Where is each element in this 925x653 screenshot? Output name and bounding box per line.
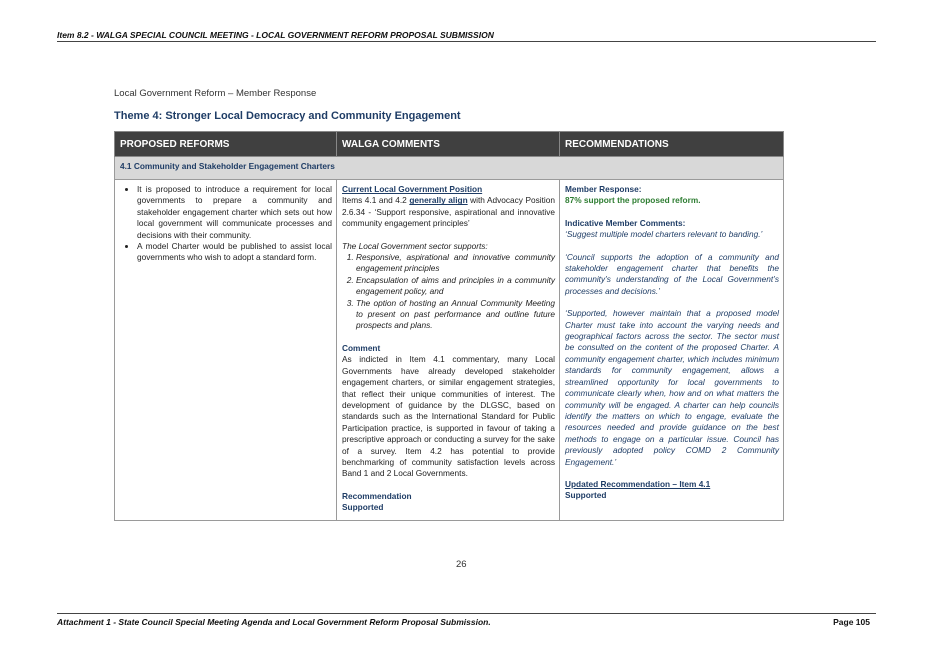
support-percentage: 87% support the proposed reform. <box>565 195 701 206</box>
position-text <box>342 195 555 229</box>
page-header: Item 8.2 - WALGA SPECIAL COUNCIL MEETING - LOCAL GOVERNMENT REFORM PROPOSAL SUBMISSION <box>57 30 494 40</box>
theme-heading: Theme 4: Stronger Local Democracy and Community Engagement <box>114 110 461 122</box>
section-title: 4.1 Community and Stakeholder Engagement Charters <box>115 157 784 180</box>
recommendations-cell <box>560 180 784 521</box>
column-header-walga: WALGA COMMENTS <box>337 132 560 157</box>
column-header-reforms: PROPOSED REFORMS <box>115 132 337 157</box>
recommendation-value: Supported <box>342 502 384 513</box>
member-comment: ‘Suggest multiple model charters relevant to banding.’ <box>565 229 763 240</box>
list-item: 2. Encapsulation of aims and principles in a community engagement policy, and <box>356 275 555 298</box>
recommendation-heading: Recommendation <box>342 490 412 501</box>
position-text-start: Items 4.1 and 4.2 <box>342 195 410 206</box>
document-page-number: 26 <box>456 559 467 570</box>
list-item: • A model Charter would be published to assist local governments who wish to adopt a standard form. <box>137 241 332 264</box>
member-comment: ‘Council supports the adoption of a community and stakeholder engagement charter that benefits the community’s understanding of the Local Government’s processes and decisions.’ <box>565 251 779 296</box>
column-header-recommendations: RECOMMENDATIONS <box>560 132 784 157</box>
list-item: • It is proposed to introduce a requirement for local governments to prepare a community and stakeholder engagement charter which sets out how local government will communicate processes and decisions with their community. <box>137 184 332 241</box>
updated-recommendation-heading: Updated Recommendation – Item 4.1 <box>565 478 711 489</box>
walga-cell <box>337 180 560 521</box>
reforms-list <box>120 184 332 264</box>
supports-intro: The Local Government sector supports: <box>342 240 488 251</box>
list-item: 1. Responsive, aspirational and innovative community engagement principles <box>356 252 555 275</box>
header-divider <box>57 41 876 42</box>
position-emphasis: generally align <box>409 195 468 206</box>
member-comment: ‘Supported, however maintain that a proposed model Charter must take into account the varying needs and geographical factors across the sector. The sector must be consulted on the content of the proposed Charter. A community engagement charter, which includes minimum standards for community engagement, allows a streamlined opportunity for local governments to communicate clearly when, how and on what matters the community will be engaged. A charter can help councils identify the matters on which to engage, evaluate the resources needed and provide guidance on the best methods to engage on a particular issue. Council has previously adopted policy COMD 2 Community Engagement.’ <box>565 308 779 467</box>
table-row <box>115 180 784 521</box>
page-footer: Attachment 1 - State Council Special Meeting Agenda and Local Government Reform Proposal Submission. <box>57 617 491 627</box>
member-response-heading: Member Response: <box>565 184 642 194</box>
list-item: 3. The option of hosting an Annual Community Meeting to present on past performance and outline future prospects and plans. <box>356 298 555 332</box>
comment-heading: Comment <box>342 342 381 353</box>
reform-table <box>114 131 784 521</box>
document-subtitle: Local Government Reform – Member Response <box>114 88 317 99</box>
table-header-row <box>115 132 784 157</box>
updated-recommendation-value: Supported <box>565 490 607 501</box>
position-heading: Current Local Government Position <box>342 184 483 194</box>
position-text-end: with Advocacy Position 2.6.34 - ‘Support responsive, aspirational and innovative community engagement principles’ <box>342 195 556 229</box>
supports-list <box>342 252 555 332</box>
comment-text: As indicted in Item 4.1 commentary, many Local Governments have already developed stakeholder engagement charters, or similar engagement strategies, that reflect their unique communities of interest. The development of guidance by the DLGSC, based on standards such as the International Standard for Public Participation practice, is supported in favour of taking a prescriptive approach or conducting a survey for the sake of a survey. Item 4.2 has potential to provide benchmarking of community satisfaction levels across Band 1 and 2 Local Governments. <box>342 354 555 479</box>
reforms-cell <box>115 180 337 521</box>
footer-divider <box>57 613 876 614</box>
indicative-comments-heading: Indicative Member Comments: <box>565 217 686 228</box>
section-row <box>115 157 784 180</box>
footer-page-number: Page 105 <box>833 617 870 627</box>
